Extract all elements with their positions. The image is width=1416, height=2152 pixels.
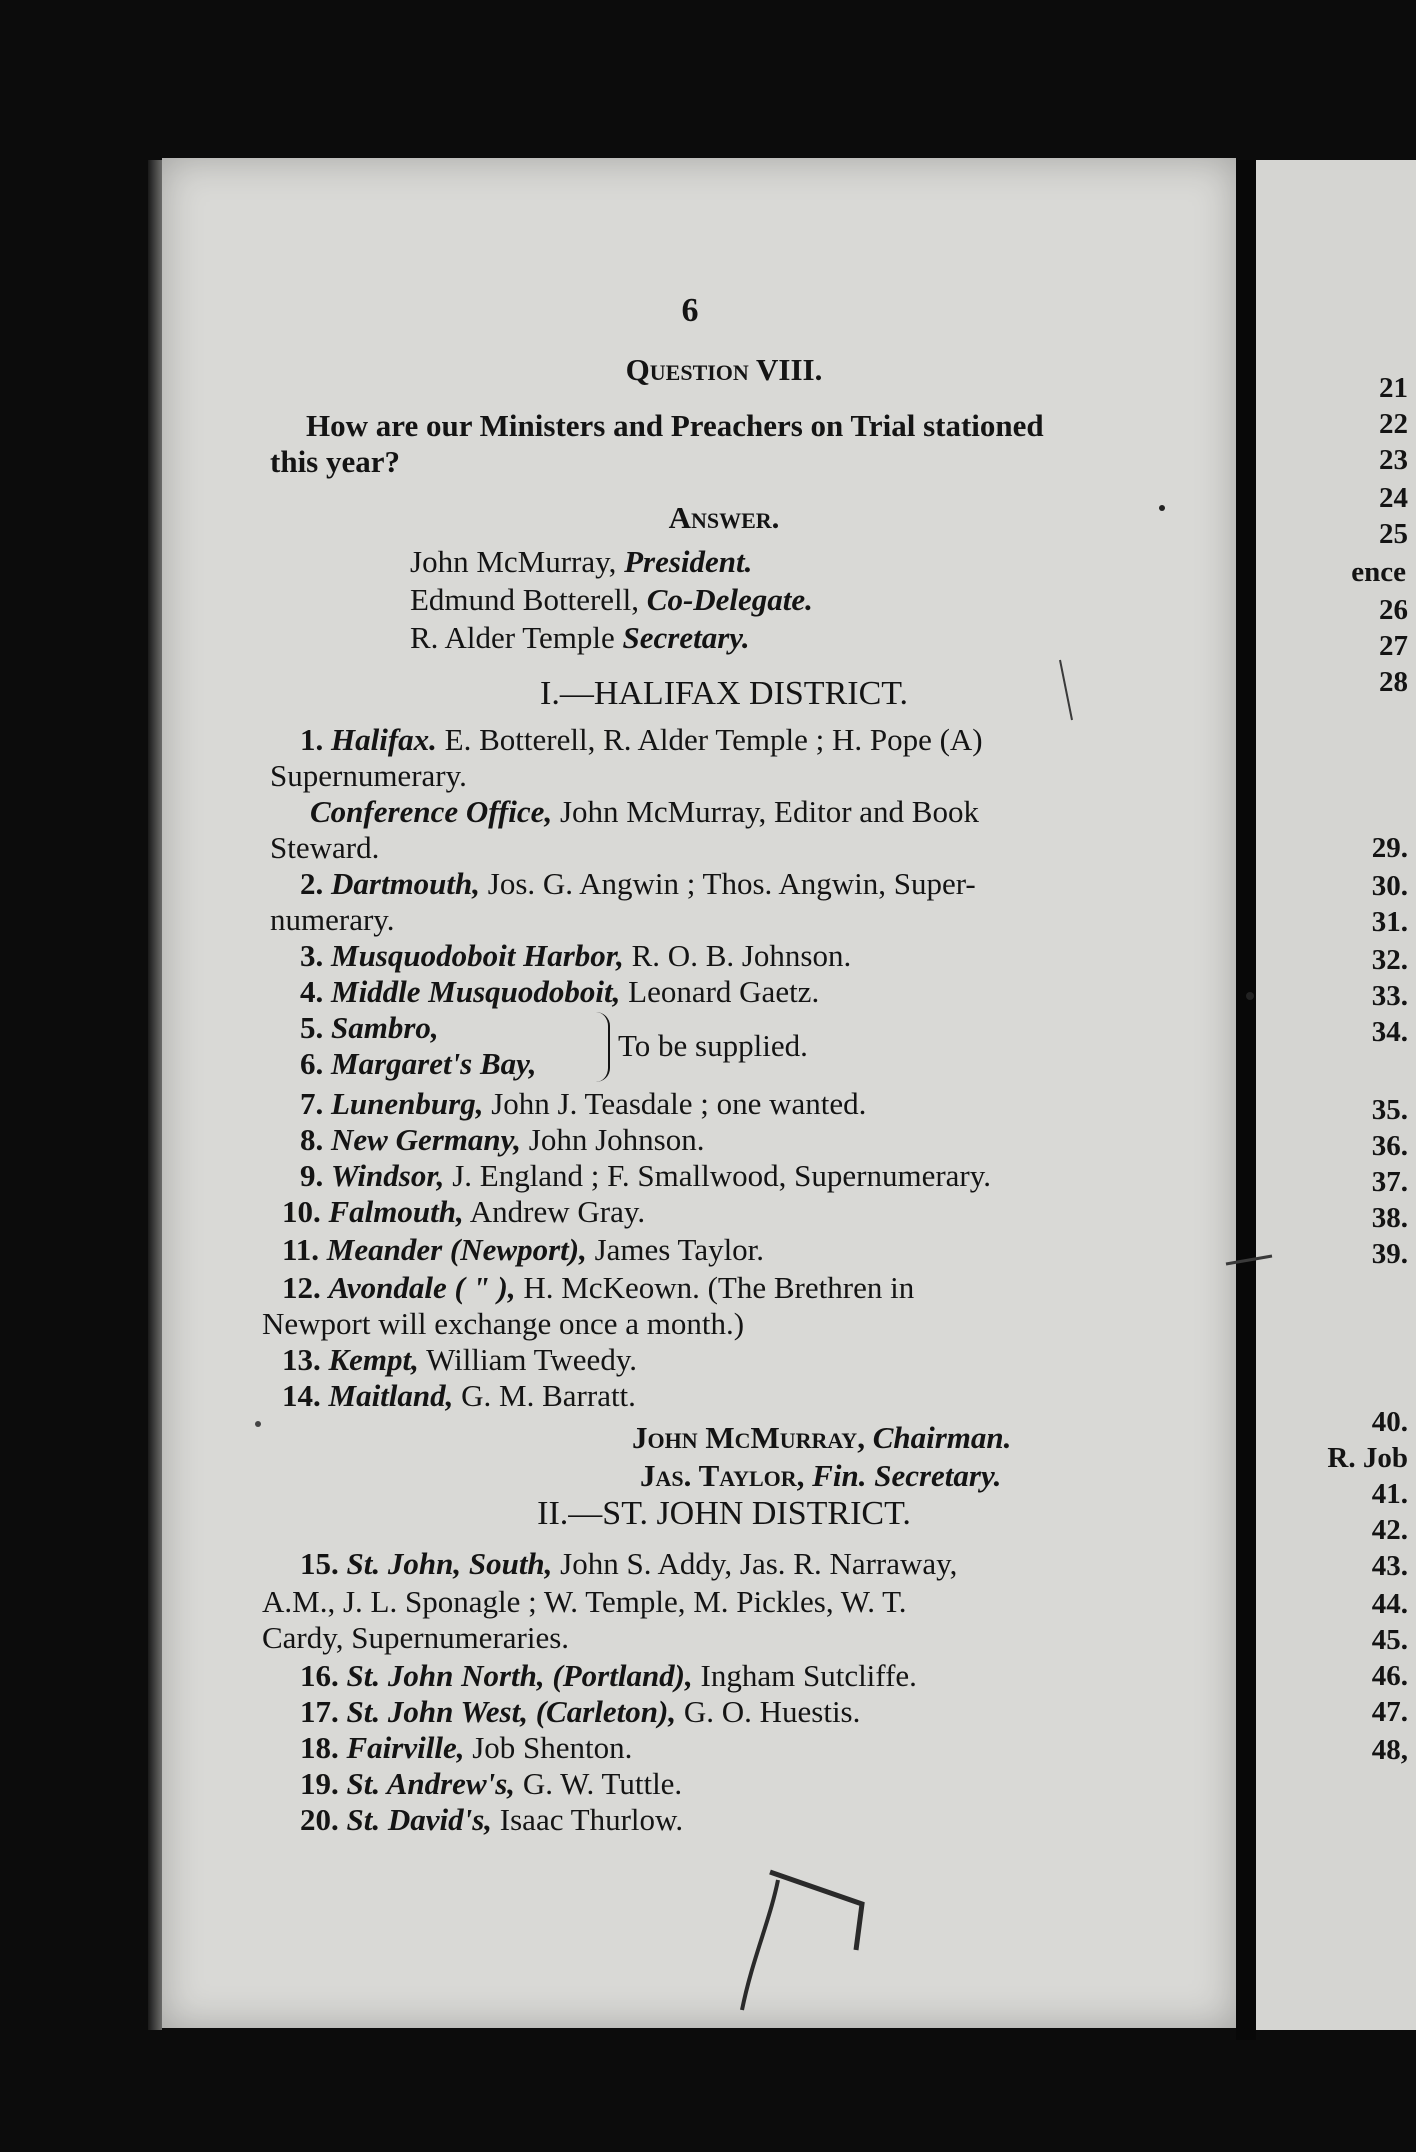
right-page-number: 41.: [1371, 1478, 1408, 1510]
station-place: Falmouth,: [328, 1194, 464, 1229]
station-continuation: Supernumerary.: [270, 758, 467, 793]
right-page-number: 26: [1379, 594, 1408, 626]
right-page-number: 25: [1379, 518, 1408, 550]
station-number: 9.: [300, 1158, 324, 1193]
signature-name: Jas. Taylor,: [640, 1458, 813, 1493]
station-place: Margaret's Bay,: [331, 1046, 537, 1081]
station-place: Fairville,: [346, 1730, 465, 1765]
station-ministers: Leonard Gaetz.: [620, 974, 820, 1009]
right-page-number: 48,: [1371, 1734, 1408, 1766]
station-place: Middle Musquodoboit,: [331, 974, 621, 1009]
officer-name: Edmund Botterell,: [410, 582, 647, 617]
station-number: 16.: [300, 1658, 339, 1693]
station-ministers: G. M. Barratt.: [453, 1378, 636, 1413]
right-page-number: 39.: [1371, 1238, 1408, 1270]
station-place: Meander (Newport),: [326, 1232, 587, 1267]
page-number: 6: [681, 292, 699, 329]
station-place: Maitland,: [328, 1378, 454, 1413]
speck: [1159, 505, 1165, 511]
scratch-mark: [1060, 660, 1072, 720]
speck: [1246, 992, 1254, 1000]
officer-role: Co-Delegate.: [646, 582, 813, 617]
district-heading-stjohn: II.—ST. JOHN DISTRICT.: [537, 1495, 911, 1532]
station-ministers: Jos. G. Angwin ; Thos. Angwin, Super-: [480, 866, 976, 901]
station-ministers: William Tweedy.: [418, 1342, 638, 1377]
station-number: 7.: [300, 1086, 324, 1121]
station-place: St. John West, (Carleton),: [346, 1694, 677, 1729]
right-page-number: 21: [1379, 372, 1408, 404]
station-place: Windsor,: [331, 1158, 445, 1193]
signature-name: John McMurray,: [632, 1420, 873, 1455]
right-page-number: 29.: [1371, 832, 1408, 864]
station-number: 19.: [300, 1766, 339, 1801]
station-number: 15.: [300, 1546, 339, 1581]
station-place: Dartmouth,: [331, 866, 481, 901]
right-page-number: 22: [1379, 408, 1408, 440]
station-ministers: R. O. B. Johnson.: [623, 938, 852, 973]
right-page-number: 47.: [1371, 1696, 1408, 1728]
station-continuation: Steward.: [270, 830, 380, 865]
right-page-number: 45.: [1371, 1624, 1408, 1656]
station-place: St. John, South,: [346, 1546, 553, 1581]
right-page-number: 37.: [1371, 1166, 1408, 1198]
question-text-line1: How are our Ministers and Preachers on Trial stationed: [306, 408, 1044, 443]
station-number: 11.: [282, 1232, 320, 1267]
station-place: Kempt,: [328, 1342, 419, 1377]
station-ministers: G. O. Huestis.: [676, 1694, 861, 1729]
right-page-number: 42.: [1371, 1514, 1408, 1546]
station-ministers: Ingham Sutcliffe.: [692, 1658, 917, 1693]
right-page-number: 31.: [1371, 906, 1408, 938]
right-page-number: ence: [1351, 556, 1406, 588]
right-page-number: 27: [1379, 630, 1408, 662]
braced-note: To be supplied.: [618, 1028, 808, 1063]
station-place: Avondale ( " ),: [328, 1270, 516, 1305]
question-heading: Question VIII.: [625, 352, 823, 387]
station-number: 8.: [300, 1122, 324, 1157]
station-place: St. John North, (Portland),: [346, 1658, 693, 1693]
right-page-number: 24: [1379, 482, 1408, 514]
scratch-mark: [1226, 1256, 1272, 1264]
right-page-number: 38.: [1371, 1202, 1408, 1234]
officer-role: President.: [624, 544, 753, 579]
station-ministers: Job Shenton.: [464, 1730, 633, 1765]
officer-name: John McMurray,: [410, 544, 625, 579]
speck: [255, 1421, 261, 1427]
right-page-number: 23: [1379, 444, 1408, 476]
station-place: Halifax.: [331, 722, 437, 757]
station-continuation: Cardy, Supernumeraries.: [262, 1620, 570, 1655]
station-continuation: A.M., J. L. Sponagle ; W. Temple, M. Pickles, W. T.: [262, 1584, 907, 1619]
signature-role: Chairman.: [872, 1420, 1012, 1455]
station-number: 4.: [300, 974, 324, 1009]
station-number: 14.: [282, 1378, 321, 1413]
right-page-number: R. Job: [1327, 1442, 1408, 1474]
station-place: Conference Office,: [310, 794, 553, 829]
station-number: 3.: [300, 938, 324, 973]
station-number: 6.: [300, 1046, 324, 1081]
station-ministers: John J. Teasdale ; one wanted.: [483, 1086, 867, 1121]
right-page-number: 33.: [1371, 980, 1408, 1012]
station-ministers: John McMurray, Editor and Book: [552, 794, 979, 829]
station-number: 10.: [282, 1194, 321, 1229]
station-place: St. David's,: [346, 1802, 493, 1837]
right-page-number: 30.: [1371, 870, 1408, 902]
station-ministers: J. England ; F. Smallwood, Supernumerary.: [444, 1158, 991, 1193]
station-number: 1.: [300, 722, 324, 757]
answer-heading: Answer.: [668, 500, 780, 535]
right-page-number: 32.: [1371, 944, 1408, 976]
station-place: Lunenburg,: [331, 1086, 484, 1121]
right-page-number: 43.: [1371, 1550, 1408, 1582]
right-page-number: 28: [1379, 666, 1408, 698]
officer-name: R. Alder Temple: [410, 620, 623, 655]
station-place: Musquodoboit Harbor,: [331, 938, 624, 973]
scratch-mark: [770, 1872, 862, 1950]
station-ministers: G. W. Tuttle.: [515, 1766, 683, 1801]
scratch-mark: [742, 1880, 778, 2010]
station-continuation: Newport will exchange once a month.): [262, 1306, 745, 1341]
district-heading-halifax: I.—HALIFAX DISTRICT.: [540, 675, 908, 712]
right-page-number: 34.: [1371, 1016, 1408, 1048]
station-number: 5.: [300, 1010, 324, 1045]
officer-role: Secretary.: [622, 620, 750, 655]
station-ministers: James Taylor.: [586, 1232, 765, 1267]
station-continuation: numerary.: [270, 902, 395, 937]
right-page-number: 46.: [1371, 1660, 1408, 1692]
station-ministers: H. McKeown. (The Brethren in: [515, 1270, 915, 1305]
station-number: 18.: [300, 1730, 339, 1765]
station-ministers: John S. Addy, Jas. R. Narraway,: [552, 1546, 958, 1581]
station-place: St. Andrew's,: [346, 1766, 516, 1801]
station-place: New Germany,: [331, 1122, 521, 1157]
station-number: 20.: [300, 1802, 339, 1837]
station-number: 2.: [300, 866, 324, 901]
right-page-number: 35.: [1371, 1094, 1408, 1126]
station-ministers: John Johnson.: [521, 1122, 705, 1157]
right-page-number: 40.: [1371, 1406, 1408, 1438]
station-ministers: E. Botterell, R. Alder Temple ; H. Pope (A): [436, 722, 983, 757]
station-ministers: Isaac Thurlow.: [492, 1802, 684, 1837]
station-ministers: Andrew Gray.: [463, 1194, 646, 1229]
signature-role: Fin. Secretary.: [812, 1458, 1002, 1493]
station-number: 13.: [282, 1342, 321, 1377]
station-number: 17.: [300, 1694, 339, 1729]
right-page-number: 44.: [1371, 1588, 1408, 1620]
question-text-line2: this year?: [270, 444, 401, 479]
station-number: 12.: [282, 1270, 321, 1305]
right-page-number: 36.: [1371, 1130, 1408, 1162]
station-place: Sambro,: [331, 1010, 439, 1045]
